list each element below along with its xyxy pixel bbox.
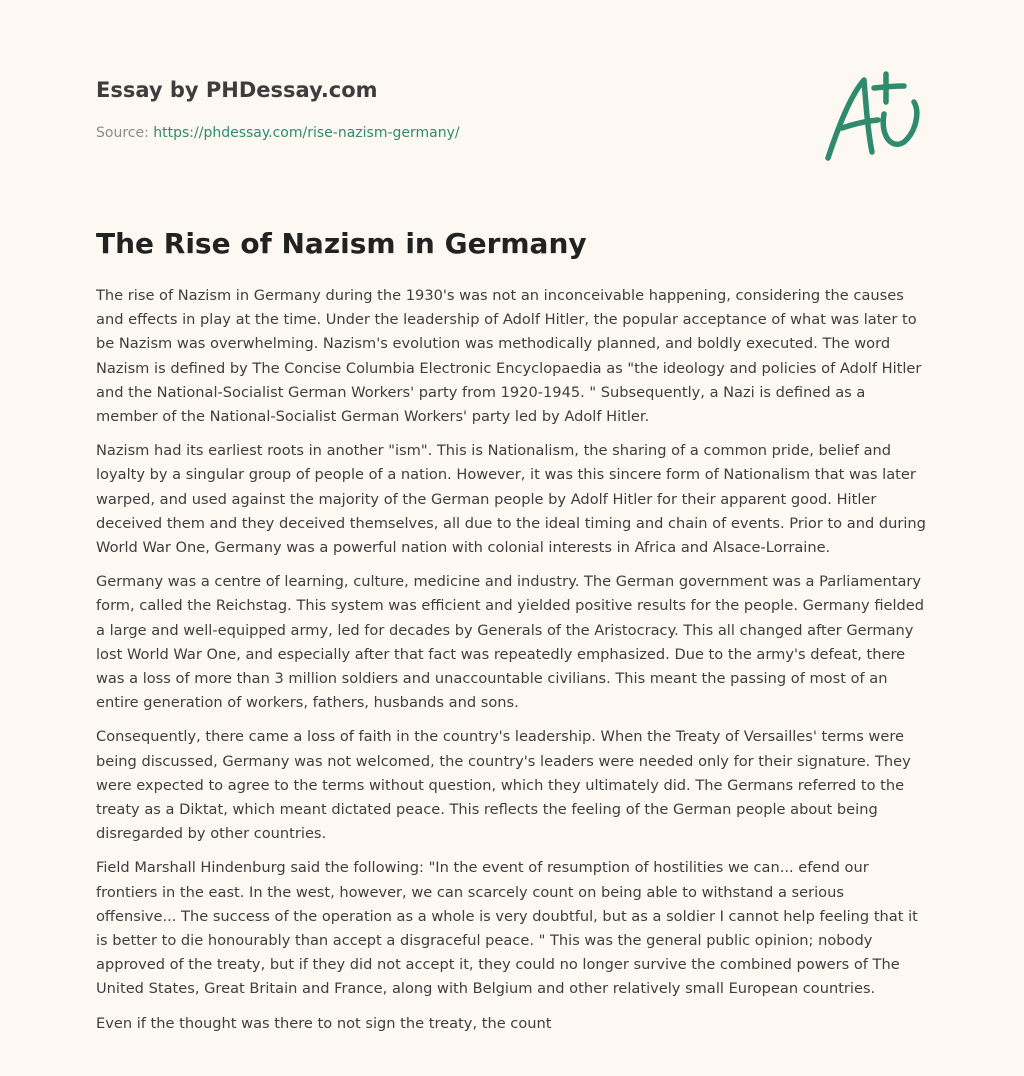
paragraph: Nazism had its earliest roots in another "ism". This is Nationalism, the sharing of a common pride, belief and loyalty by a singular group of people of a nation. However, it was this sincere form of Nationalism that was later warped, and used against the majority of the German people by Adolf Hitler for their apparent good. Hitler deceived them and they deceived themselves, all due to the ideal timing and chain of events. Prior to and during World War One, Germany was a powerful nation with colonial interests in Africa and Alsace-Lorraine. bbox=[96, 442, 926, 557]
source-line bbox=[96, 124, 796, 142]
source-link[interactable]: https://phdessay.com/rise-nazism-germany/ bbox=[153, 125, 460, 141]
essay-header bbox=[96, 76, 796, 142]
document-title: The Rise of Nazism in Germany bbox=[96, 227, 587, 260]
paragraph: The rise of Nazism in Germany during the 1930's was not an inconceivable happening, considering the causes and effects in play at the time. Under the leadership of Adolf Hitler, the popular acceptance of what was later to be Nazism was overwhelming. Nazism's evolution was methodically planned, and boldly executed. The word Nazism is defined by The Concise Columbia Electronic Encyclopaedia as "the ideology and policies of Adolf Hitler and the National-Socialist German Workers' party from 1920-1945. " Subsequently, a Nazi is defined as a member of the National-Socialist German Workers' party led by Adolf Hitler. bbox=[96, 287, 922, 426]
a-plus-logo-icon bbox=[820, 66, 930, 166]
paragraph: Consequently, there came a loss of faith in the country's leadership. When the Treaty of Versailles' terms were being discussed, Germany was not welcomed, the country's leaders were needed only for their signature. They were expected to agree to the terms without question, which they ultimately did. The Germans referred to the treaty as a Diktat, which meant dictated peace. This reflects the feeling of the German people about being disregarded by other countries. bbox=[96, 728, 911, 843]
paragraph: Even if the thought was there to not sign the treaty, the count bbox=[96, 1014, 552, 1032]
essay-body bbox=[96, 284, 928, 1046]
site-title: Essay by PHDessay.com bbox=[96, 78, 378, 102]
a-plus-grade-logo bbox=[820, 66, 930, 166]
paragraph: Field Marshall Hindenburg said the following: "In the event of resumption of hostilities we can... efend our frontiers in the east. In the west, however, we can scarcely count on being able to withstand a serious offensive... The success of the operation as a whole is very doubtful, but as a soldier I cannot help feeling that it is better to die honourably than accept a disgraceful peace. " This was the general public opinion; nobody approved of the treaty, but if they did not accept it, they could no longer survive the combined powers of The United States, Great Britain and France, along with Belgium and other relatively small European countries. bbox=[96, 859, 918, 998]
paragraph: Germany was a centre of learning, culture, medicine and industry. The German government was a Parliamentary form, called the Reichstag. This system was efficient and yielded positive results for the people. Germany fielded a large and well-equipped army, led for decades by Generals of the Aristocracy. This all changed after Germany lost World War One, and especially after that fact was repeatedly emphasized. Due to the army's defeat, there was a loss of more than 3 million soldiers and unaccountable civilians. This meant the passing of most of an entire generation of workers, fathers, husbands and sons. bbox=[96, 573, 925, 712]
source-label: Source: bbox=[96, 125, 154, 141]
